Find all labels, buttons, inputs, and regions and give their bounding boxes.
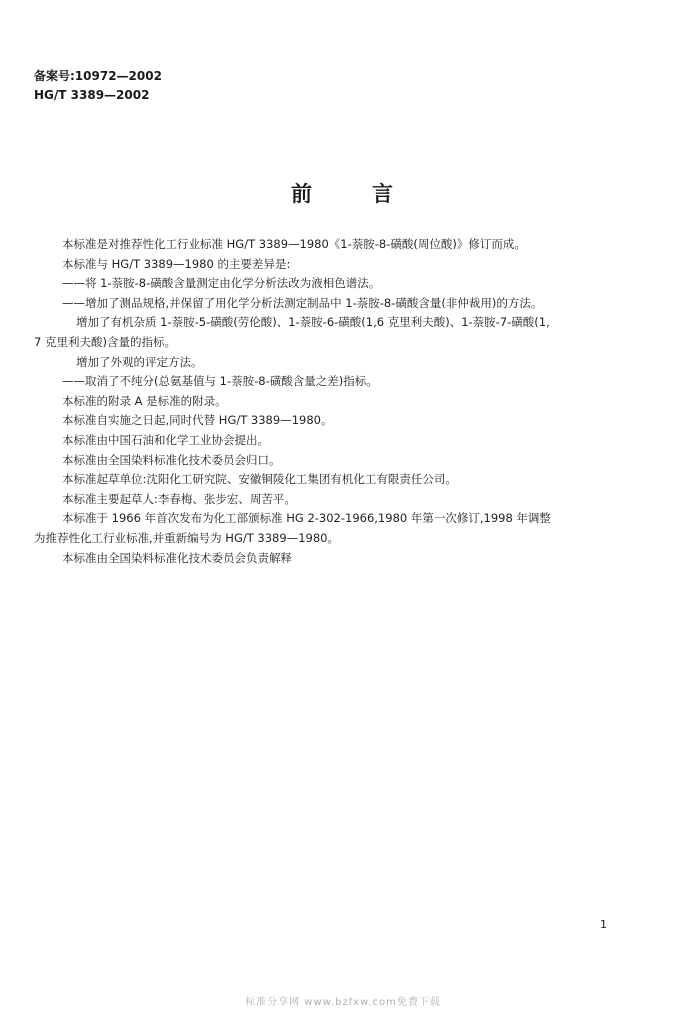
paragraph: 本标准由全国染料标准化技术委员会负责解释 bbox=[62, 550, 292, 565]
paragraph: 本标准于 1966 年首次发布为化工部颁标准 HG 2-302-1966,1980 年第一次修订,1998 年调整 bbox=[62, 511, 551, 526]
standard-number: HG/T 3389—2002 bbox=[34, 88, 150, 102]
paragraph: 本标准是对推荐性化工行业标准 HG/T 3389—1980《1-萘胺-8-磺酸(周位酸)》修订而成。 bbox=[62, 237, 526, 251]
paragraph: 本标准由中国石油和化学工业协会提出。 bbox=[62, 432, 269, 447]
title-char-2: 言 bbox=[372, 181, 395, 206]
watermark-footer: 标准分享网 www.bzfxw.com免费下载 bbox=[245, 997, 441, 1008]
title-char-1: 前 bbox=[291, 181, 314, 206]
page-number: 1 bbox=[600, 918, 607, 931]
paragraph: 本标准自实施之日起,同时代替 HG/T 3389—1980。 bbox=[62, 413, 333, 428]
paragraph: ——增加了测品规格,并保留了用化学分析法测定制品中 1-萘胺-8-磺酸含量(非仲裁用)的方法。 bbox=[62, 295, 543, 310]
paragraph: 增加了有机杂质 1-萘胺-5-磺酸(劳伦酸)、1-萘胺-6-磺酸(1,6 克里利夫酸)、1-萘胺-7-磺酸(1, bbox=[76, 315, 550, 330]
paragraph-continuation: 7 克里利夫酸)含量的指标。 bbox=[34, 334, 176, 349]
filing-number: 备案号:10972—2002 bbox=[34, 69, 162, 83]
paragraph: 增加了外观的评定方法。 bbox=[76, 354, 203, 369]
paragraph: 本标准主要起草人:李春梅、张步宏、周苦平。 bbox=[62, 491, 296, 506]
paragraph: ——将 1-萘胺-8-磺酸含量测定由化学分析法改为液相色谱法。 bbox=[62, 276, 381, 291]
foreword-body bbox=[0, 235, 686, 568]
paragraph: 本标准由全国染料标准化技术委员会归口。 bbox=[62, 452, 281, 467]
paragraph: 本标准起草单位:沈阳化工研究院、安徽铜陵化工集团有机化工有限责任公司。 bbox=[62, 472, 457, 487]
paragraph: ——取消了不纯分(总氨基值与 1-萘胺-8-磺酸含量之差)指标。 bbox=[62, 374, 378, 389]
paragraph: 本标准与 HG/T 3389—1980 的主要差异是: bbox=[62, 256, 291, 271]
paragraph: 本标准的附录 A 是标准的附录。 bbox=[62, 393, 227, 408]
document-header bbox=[34, 67, 162, 105]
paragraph-continuation: 为推荐性化工行业标准,并重新编号为 HG/T 3389—1980。 bbox=[34, 530, 339, 545]
page-title bbox=[0, 178, 686, 208]
